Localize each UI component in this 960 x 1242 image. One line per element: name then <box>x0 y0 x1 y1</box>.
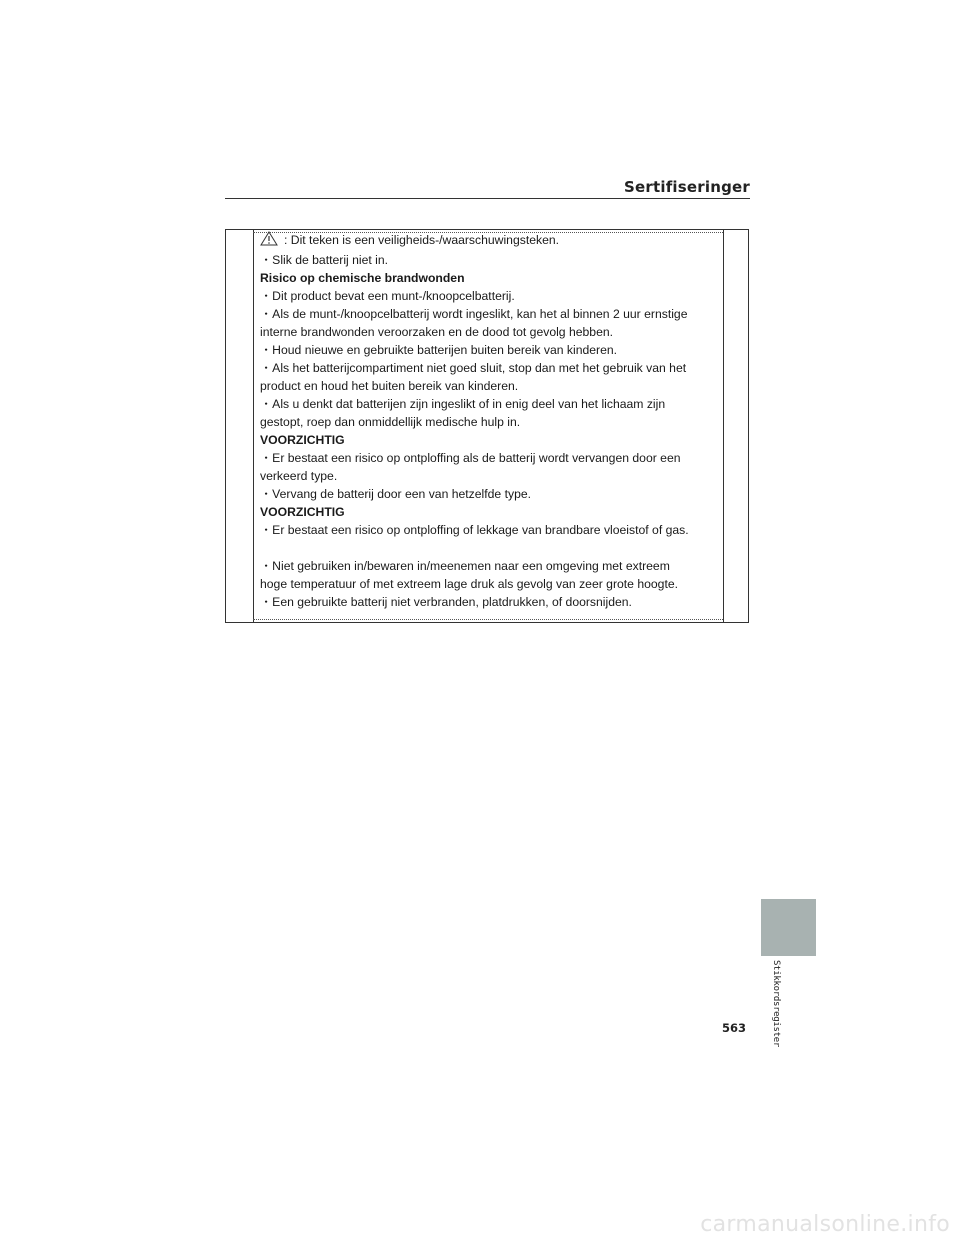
index-tab <box>761 899 816 956</box>
warning-symbol-line <box>260 231 720 251</box>
text-line: ・Als de munt-/knoopcelbatterij wordt ingeslikt, kan het al binnen 2 uur ernstige <box>260 307 688 321</box>
text-line: verkeerd type. <box>260 469 338 483</box>
header-rule <box>225 198 750 199</box>
text-line: gestopt, roep dan onmiddellijk medische hulp in. <box>260 415 521 429</box>
section-heading: VOORZICHTIG <box>260 433 345 447</box>
text-line: product en houd het buiten bereik van kinderen. <box>260 379 519 393</box>
text-line: ・Er bestaat een risico op ontploffing of lekkage van brandbare vloeistof of gas. <box>260 523 689 537</box>
frame-left-line <box>253 230 254 622</box>
text-line: ・Vervang de batterij door een van hetzelfde type. <box>260 487 532 501</box>
frame-right-line <box>723 230 724 622</box>
text-line: ・Een gebruikte batterij niet verbranden, platdrukken, of doorsnijden. <box>260 595 632 609</box>
page-number: 563 <box>722 1021 747 1035</box>
warning-symbol-text: : Dit teken is een veiligheids-/waarschuwingsteken. <box>284 233 560 247</box>
text-line: interne brandwonden veroorzaken en de dood tot gevolg hebben. <box>260 325 614 339</box>
section-heading: Risico op chemische brandwonden <box>260 271 465 285</box>
text-line: ・Als het batterijcompartiment niet goed sluit, stop dan met het gebruik van het <box>260 361 687 375</box>
text-line: ・Als u denkt dat batterijen zijn ingeslikt of in enig deel van het lichaam zijn <box>260 397 666 411</box>
watermark: carmanualsonline.info <box>700 1212 950 1237</box>
index-tab-label: Stikkordsregister <box>771 960 781 1048</box>
text-line: ・Houd nieuwe en gebruikte batterijen buiten bereik van kinderen. <box>260 343 618 357</box>
frame-bottom-dashed <box>253 619 723 620</box>
section-title: Sertifiseringer <box>624 178 750 196</box>
text-line: ・Er bestaat een risico op ontploffing als de batterij wordt vervangen door een <box>260 451 681 465</box>
warning-lines <box>260 251 720 611</box>
warning-triangle-icon <box>260 231 278 251</box>
spacer-line <box>260 539 720 557</box>
warning-text-block <box>260 231 720 611</box>
section-heading: VOORZICHTIG <box>260 505 345 519</box>
text-line: ・Slik de batterij niet in. <box>260 253 389 267</box>
text-line: hoge temperatuur of met extreem lage druk als gevolg van zeer grote hoogte. <box>260 577 679 591</box>
text-line: ・Niet gebruiken in/bewaren in/meenemen naar een omgeving met extreem <box>260 559 670 573</box>
text-line: ・Dit product bevat een munt-/knoopcelbatterij. <box>260 289 515 303</box>
